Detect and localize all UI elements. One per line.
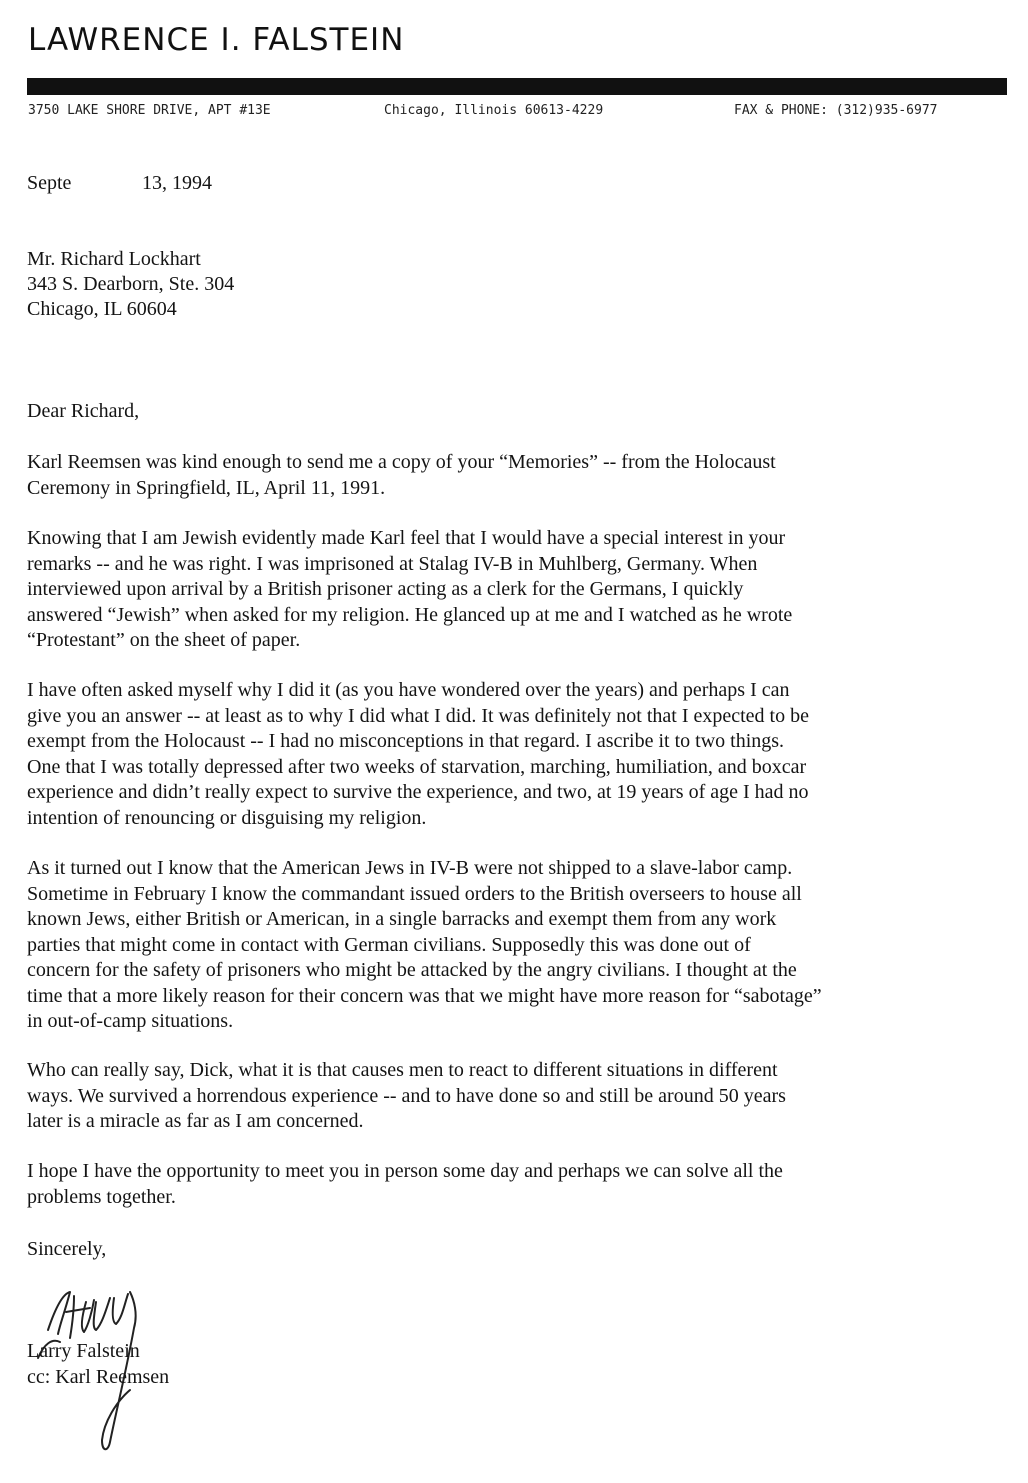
- paragraph: [27, 1058, 1007, 1135]
- letterhead-phone: FAX & PHONE: (312)935-6977: [734, 103, 938, 118]
- paragraph-line: Ceremony in Springfield, IL, April 11, 1991.: [27, 476, 386, 499]
- letterhead-rule: [27, 78, 1007, 95]
- date-month: Septe: [27, 172, 72, 194]
- paragraph-line: exempt from the Holocaust -- I had no misconceptions in that regard. I ascribe it to two things.: [27, 730, 785, 752]
- paragraph-line: parties that might come in contact with German civilians. Supposedly this was done out of: [27, 933, 751, 956]
- paragraph-line: As it turned out I know that the American Jews in IV-B were not shipped to a slave-labor camp.: [27, 857, 793, 879]
- paragraph-line: interviewed upon arrival by a British prisoner acting as a clerk for the Germans, I quickly: [27, 578, 744, 600]
- paragraph: [27, 678, 1007, 831]
- paragraph-line: answered “Jewish” when asked for my religion. He glanced up at me and I watched as he wrote: [27, 603, 793, 626]
- paragraph-line: concern for the safety of prisoners who might be attacked by the angry civilians. I thought at the: [27, 959, 797, 981]
- paragraph: [27, 1159, 1007, 1210]
- recipient-city: Chicago, IL 60604: [27, 298, 177, 320]
- paragraph: [27, 450, 1007, 501]
- paragraph-line: problems together.: [27, 1185, 176, 1208]
- paragraph: [27, 526, 1007, 654]
- letterhead-city: Chicago, Illinois 60613-4229: [384, 103, 604, 118]
- recipient-street: 343 S. Dearborn, Ste. 304: [27, 273, 235, 295]
- paragraph-line: Karl Reemsen was kind enough to send me a copy of your “Memories” -- from the Holocaust: [27, 451, 776, 473]
- letter-date: [27, 171, 212, 197]
- paragraph-line: experience and didn’t really expect to survive the experience, and two, at 19 years of age I had no: [27, 781, 809, 803]
- paragraph-line: known Jews, either British or American, in a single barracks and exempt them from any work: [27, 908, 777, 930]
- salutation: Dear Richard,: [27, 400, 140, 422]
- paragraph-line: ways. We survived a horrendous experience -- and to have done so and still be around 50 years: [27, 1084, 786, 1107]
- recipient-address: [27, 247, 234, 322]
- paragraph-line: “Protestant” on the sheet of paper.: [27, 629, 301, 651]
- paragraph-line: later is a miracle as far as I am concerned.: [27, 1110, 364, 1132]
- paragraph-line: Knowing that I am Jewish evidently made Karl feel that I would have a special interest in your: [27, 527, 786, 549]
- paragraph: [27, 856, 1007, 1035]
- closing: Sincerely,: [27, 1238, 107, 1260]
- paragraph-line: I hope I have the opportunity to meet you in person some day and perhaps we can solve all the: [27, 1160, 783, 1182]
- paragraph-line: I have often asked myself why I did it (as you have wondered over the years) and perhaps I can: [27, 679, 790, 701]
- letterhead-name: LAWRENCE I. FALSTEIN: [28, 22, 405, 58]
- paragraph-line: Sometime in February I know the commandant issued orders to the British overseers to house all: [27, 882, 802, 905]
- cc-line: cc: Karl Reemsen: [27, 1366, 170, 1388]
- signer-name: Larry Falstein: [27, 1340, 140, 1362]
- paragraph-line: remarks -- and he was right. I was imprisoned at Stalag IV-B in Muhlberg, Germany. When: [27, 552, 758, 575]
- paragraph-line: in out-of-camp situations.: [27, 1010, 234, 1032]
- paragraph-line: intention of renouncing or disguising my religion.: [27, 806, 427, 829]
- letterhead-street: 3750 LAKE SHORE DRIVE, APT #13E: [28, 103, 271, 118]
- recipient-name: Mr. Richard Lockhart: [27, 248, 201, 270]
- paragraph-line: Who can really say, Dick, what it is that causes men to react to different situations in different: [27, 1059, 778, 1081]
- paragraph-line: One that I was totally depressed after two weeks of starvation, marching, humiliation, and boxcar: [27, 755, 807, 778]
- paragraph-line: give you an answer -- at least as to why I did what I did. It was definitely not that I expected to be: [27, 704, 809, 727]
- date-day-year: 13, 1994: [142, 172, 212, 194]
- paragraph-line: time that a more likely reason for their concern was that we might have more reason for “sabotage”: [27, 984, 822, 1007]
